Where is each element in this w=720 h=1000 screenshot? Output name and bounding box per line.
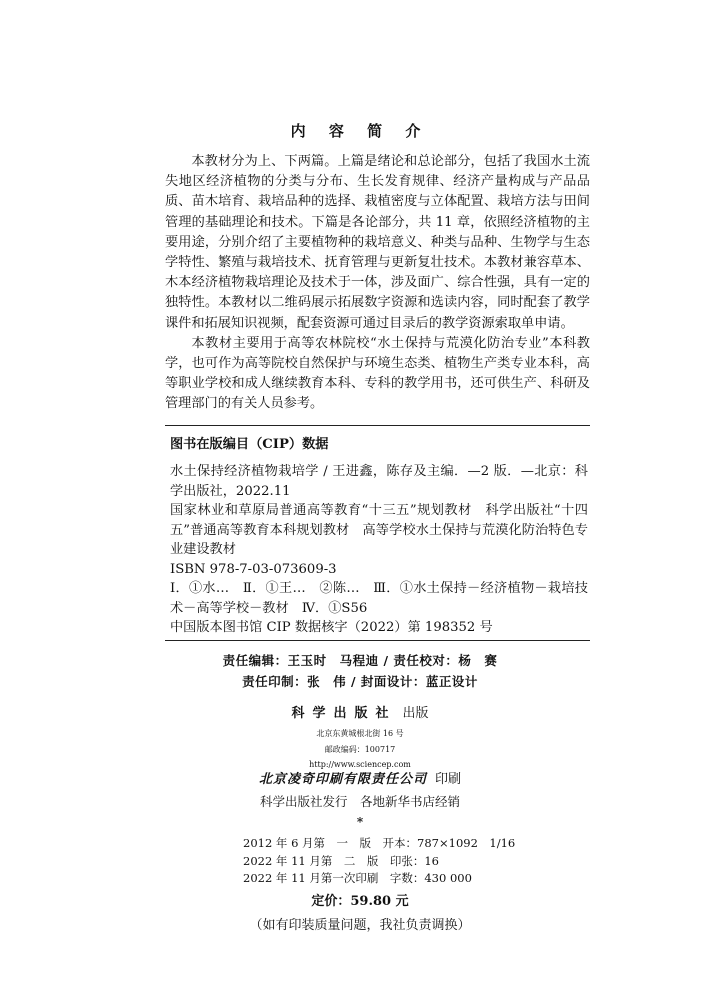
summary-text [165,152,590,415]
cip-top-rule [165,425,590,426]
cip-line: ISBN 978-7-03-073609-3 [170,561,337,577]
summary-paragraph: 本教材主要用于高等农林院校“水土保持与荒漠化防治专业”本科教学，也可作为高等院校自然保护与环境生态类、植物生产类专业本科，高等职业学校和成人继续教育本科、专科的教学用书，还可供生产、科研及管理部门的有关人员参考。 [165,335,590,412]
cip-line: 国家林业和草原局普通高等教育“十三五”规划教材 科学出版社“十四五”普通高等教育本科规划教材 高等学校水土保持与荒漠化防治特色专业建设教材 [170,503,588,557]
quality-notice: （如有印装质量问题，我社负责调换） [249,918,471,933]
printer-logo: 北京凌奇印刷有限责任公司 [258,772,427,787]
publisher-suffix: 出版 [402,706,429,721]
credits-line: 责任编辑：王玉时 马程迪 / 责任校对：杨 赛 [222,653,498,668]
publisher-address: 北京东黄城根北街 16 号 [316,729,404,738]
printer-line [0,768,720,787]
edition-line: 2022 年 11 月第 二 版 印张：16 [243,853,439,868]
publisher-url: http://www.sciencep.com [309,760,411,769]
edition-line: 2012 年 6 月第 一 版 开本：787×1092 1/16 [243,836,516,850]
summary-paragraph: 本教材分为上、下两篇。上篇是绪论和总论部分，包括了我国水土流失地区经济植物的分类与分布、生长发育规律、经济产量构成与产品品质、苗木培育、栽培品种的选择、栽植密度与立体配置、栽培方法与田间管理的基础理论和技术。下篇是各论部分，共 11 章，依照经济植物的主要用途，分别介绍了主要植物种的栽培意义、种类与品种、生物学与生态学特性、繁殖与栽培技术、抚育管理与更新复壮技术。本教材兼容草本、木本经济植物栽培理论及技术于一体，涉及面广、综合性强，具有一定的独特性。本教材以二维码展示拓展数字资源和选读内容，同时配套了教学课件和拓展知识视频，配套资源可通过目录后的教学资源索取单申请。 [165,154,590,331]
cip-bottom-rule [165,640,590,641]
separator-star: * [356,815,364,829]
publisher-logo: 科学出版社 [291,706,397,721]
cip-heading: 图书在版编目（CIP）数据 [170,437,329,452]
publisher-postcode: 邮政编码：100717 [324,744,396,754]
cip-line: Ⅰ．①水… Ⅱ．①王… ②陈… Ⅲ．①水土保持－经济植物－栽培技术－高等学校－教材 Ⅳ．①S56 [170,581,588,616]
cip-line: 水土保持经济植物栽培学 / 王进鑫，陈存及主编．—2 版．—北京：科学出版社，2022.11 [170,464,588,499]
cip-line: 中国版本图书馆 CIP 数据核字（2022）第 198352 号 [170,620,493,635]
distribution-line: 科学出版社发行 各地新华书店经销 [259,794,460,809]
printer-suffix: 印刷 [435,772,462,787]
summary-title: 内 容 简 介 [290,122,430,140]
cip-record [170,462,588,638]
edition-line: 2022 年 11 月第一次印刷 字数：430 000 [243,871,472,885]
publisher-address-block [0,726,720,773]
price: 定价：59.80 元 [311,894,409,909]
publisher-line [0,702,720,721]
edition-info [243,835,515,888]
credits-line: 责任印制：张 伟 / 封面设计：蓝正设计 [242,674,478,689]
editor-credits [0,650,720,692]
